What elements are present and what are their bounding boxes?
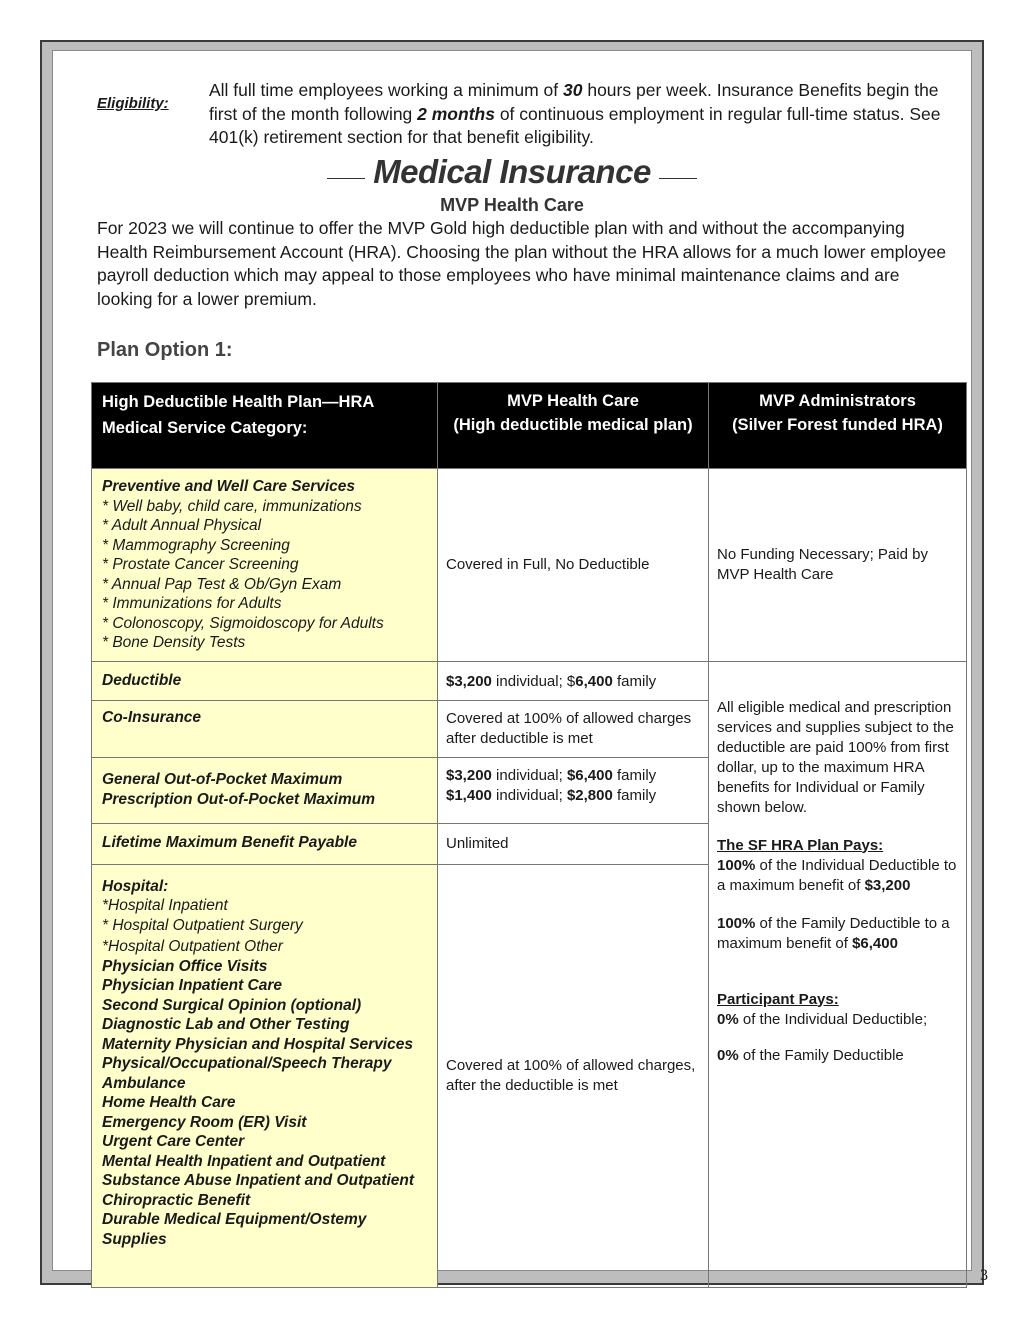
eligibility-text: All full time employees working a minimum of 30 hours per week. Insurance Benefits begin the first of the month following 2 months of continuous employment in regular full-time status. See 401(k) retirement section for that benefit eligibility. [209, 80, 941, 147]
table-row [92, 661, 967, 700]
plan-option-heading: Plan Option 1: [97, 339, 233, 361]
preventive-mvp: Covered in Full, No Deductible [438, 469, 709, 662]
section-title-row [53, 153, 971, 191]
header-mvp: MVP Health Care (High deductible medical plan) [438, 383, 709, 469]
page-frame [40, 40, 984, 1285]
page-content [52, 50, 972, 1271]
hra-individual: 100% of the Individual Deductible to a maximum benefit of $3,200 [717, 856, 957, 894]
deductible-mvp: $3,200 individual; $6,400 family [438, 661, 709, 700]
eligibility-label: Eligibility: [97, 95, 169, 112]
eligibility-months: 2 months [417, 103, 495, 124]
coinsurance-label: Co-Insurance [92, 700, 438, 757]
section-subtitle: MVP Health Care [440, 195, 584, 215]
preventive-hra: No Funding Necessary; Paid by MVP Health Care [709, 469, 967, 662]
participant-family: 0% of the Family Deductible [717, 1046, 904, 1064]
hra-intro: All eligible medical and prescription services and supplies subject to the deductible are paid 100% from first dollar, up to the maximum HRA benefits for Individual or Family shown below. [717, 698, 954, 816]
header-category: High Deductible Health Plan—HRA Medical Service Category: [92, 383, 438, 469]
intro-paragraph: For 2023 we will continue to offer the MVP Gold high deductible plan with and without the accompanying Health Reimbursement Account (HRA). Choosing the plan without the HRA allows for a much lower employee payroll deduction which may appeal to those employees who have minimal maintenance claims and are looking for a lower premium. [97, 218, 947, 309]
section-title: Medical Insurance [373, 153, 651, 190]
hra-plan-pays-heading: The SF HRA Plan Pays: [717, 836, 884, 854]
preventive-cell: Preventive and Well Care Services * Well baby, child care, immunizations * Adult Annual Physical * Mammography Screening * Prostate Cancer Screening * Annual Pap Test & Ob/Gyn Exam * Immunizations for Adults * Colonoscopy, Sigmoidoscopy for Adults * Bone Density Tests [92, 469, 438, 662]
table-row [92, 469, 967, 662]
title-dash-left [327, 178, 365, 179]
participant-pays-heading: Participant Pays: [717, 990, 839, 1008]
page-number: 3 [980, 1267, 988, 1284]
oop-mvp: $3,200 individual; $6,400 family $1,400 individual; $2,800 family [438, 757, 709, 823]
benefits-table [91, 382, 967, 1288]
eligibility-hours: 30 [563, 80, 583, 100]
oop-label: General Out-of-Pocket Maximum Prescription Out-of-Pocket Maximum [92, 757, 438, 823]
hra-family: 100% of the Family Deductible to a maximum benefit of $6,400 [717, 914, 950, 952]
table-header-row [92, 383, 967, 469]
lifetime-label: Lifetime Maximum Benefit Payable [92, 823, 438, 864]
hra-details-cell [709, 661, 967, 1287]
header-hra: MVP Administrators (Silver Forest funded HRA) [709, 383, 967, 469]
lifetime-mvp: Unlimited [438, 823, 709, 864]
deductible-label: Deductible [92, 661, 438, 700]
hospital-cell: Hospital: *Hospital Inpatient * Hospital Outpatient Surgery *Hospital Outpatient Other Physician Office Visits Physician Inpatient Care Second Surgical Opinion (optional) Diagnostic Lab and Other Testing Maternity Physician and Hospital Services Physical/Occupational/Speech Therapy Ambulance Home Health Care Emergency Room (ER) Visit Urgent Care Center Mental Health Inpatient and Outpatient Substance Abuse Inpatient and Outpatient Chiropractic Benefit Durable Medical Equipment/Ostemy Supplies [92, 864, 438, 1287]
coinsurance-mvp: Covered at 100% of allowed charges after deductible is met [438, 700, 709, 757]
participant-individual: 0% of the Individual Deductible; [717, 1010, 928, 1028]
hospital-mvp: Covered at 100% of allowed charges, after the deductible is met [438, 864, 709, 1287]
title-dash-right [659, 178, 697, 179]
